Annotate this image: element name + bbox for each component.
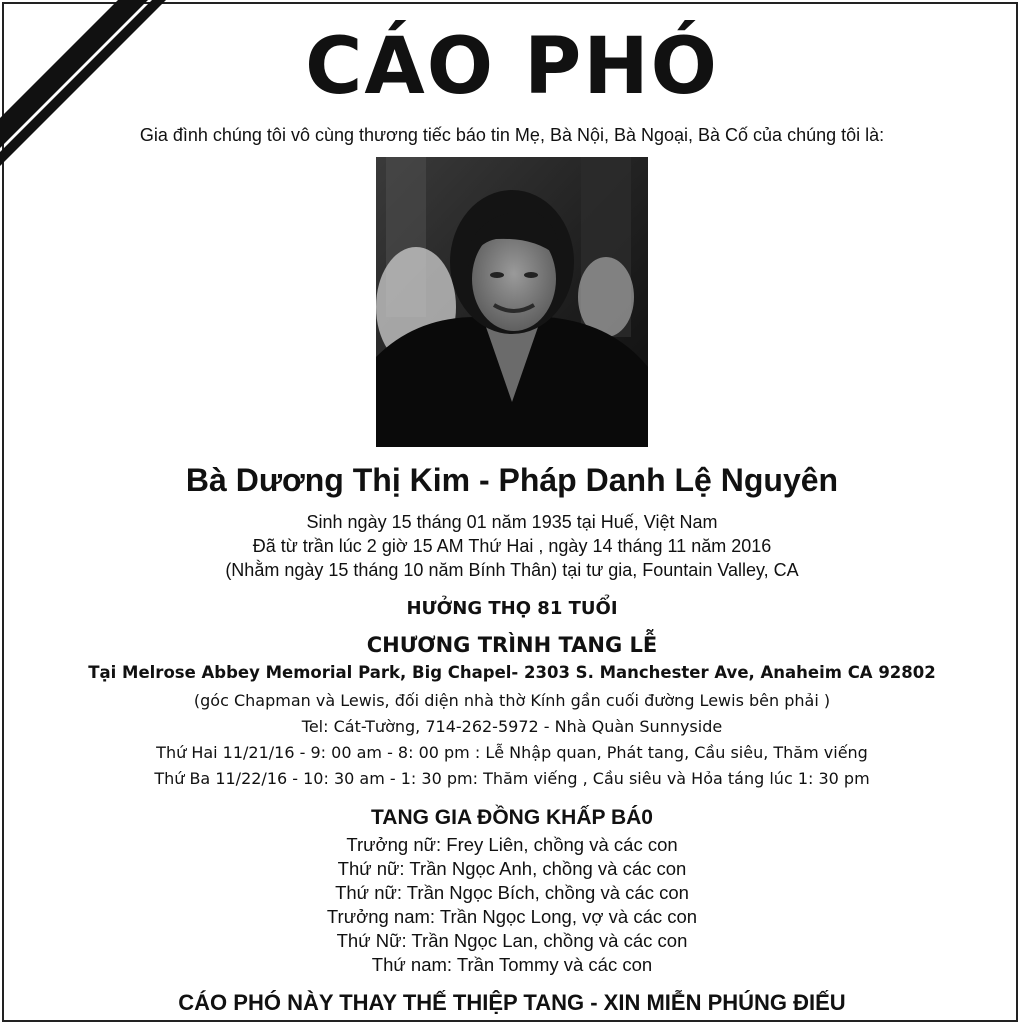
family-member: Thứ nữ: Trần Ngọc Anh, chồng và các con: [337, 858, 687, 879]
family-list: [0, 833, 1024, 977]
program-details: [0, 688, 1024, 792]
contact-phone: Tel: Cát-Tường, 714-262-5972 - Nhà Quàn Sunnyside: [301, 717, 723, 736]
death-info: Đã từ trần lúc 2 giờ 15 AM Thứ Hai , ngày 14 tháng 11 năm 2016: [252, 536, 772, 556]
family-member: Trưởng nữ: Frey Liên, chồng và các con: [346, 834, 678, 855]
family-member: Thứ Nữ: Trần Ngọc Lan, chồng và các con: [336, 930, 688, 951]
lunar-date-info: (Nhằm ngày 15 tháng 10 năm Bính Thân) tại tư gia, Fountain Valley, CA: [225, 560, 799, 580]
deceased-name: Bà Dương Thị Kim - Pháp Danh Lệ Nguyên: [185, 462, 839, 498]
announcement-intro: Gia đình chúng tôi vô cùng thương tiếc báo tin Mẹ, Bà Nội, Bà Ngoại, Bà Cố của chúng tôi là:: [139, 125, 885, 145]
page-title: CÁO PHÓ: [305, 22, 719, 112]
family-member: Thứ nữ: Trần Ngọc Bích, chồng và các con: [335, 882, 689, 903]
portrait-photo: [376, 157, 648, 447]
schedule-monday: Thứ Hai 11/21/16 - 9: 00 am - 8: 00 pm : Lễ Nhập quan, Phát tang, Cầu siêu, Thăm viếng: [156, 743, 868, 762]
schedule-tuesday: Thứ Ba 11/22/16 - 10: 30 am - 1: 30 pm: Thăm viếng , Cầu siêu và Hỏa táng lúc 1: 30 pm: [154, 769, 870, 788]
footer-note: CÁO PHÓ NÀY THAY THẾ THIỆP TANG - XIN MIỄN PHÚNG ĐIẾU: [178, 990, 846, 1015]
family-title: TANG GIA ĐỒNG KHẤP BÁ0: [371, 806, 653, 829]
venue-address: Tại Melrose Abbey Memorial Park, Big Chapel- 2303 S. Manchester Ave, Anaheim CA 92802: [88, 663, 936, 682]
program-title: CHƯƠNG TRÌNH TANG LỄ: [366, 633, 658, 657]
life-details: [0, 510, 1024, 582]
family-member: Trưởng nam: Trần Ngọc Long, vợ và các con: [326, 906, 698, 927]
family-member: Thứ nam: Trần Tommy và các con: [371, 954, 653, 975]
venue-directions: (góc Chapman và Lewis, đối diện nhà thờ Kính gần cuối đường Lewis bên phải ): [193, 691, 831, 710]
age-line: HƯỞNG THỌ 81 TUỔI: [406, 598, 618, 619]
birth-info: Sinh ngày 15 tháng 01 năm 1935 tại Huế, Việt Nam: [306, 512, 718, 532]
